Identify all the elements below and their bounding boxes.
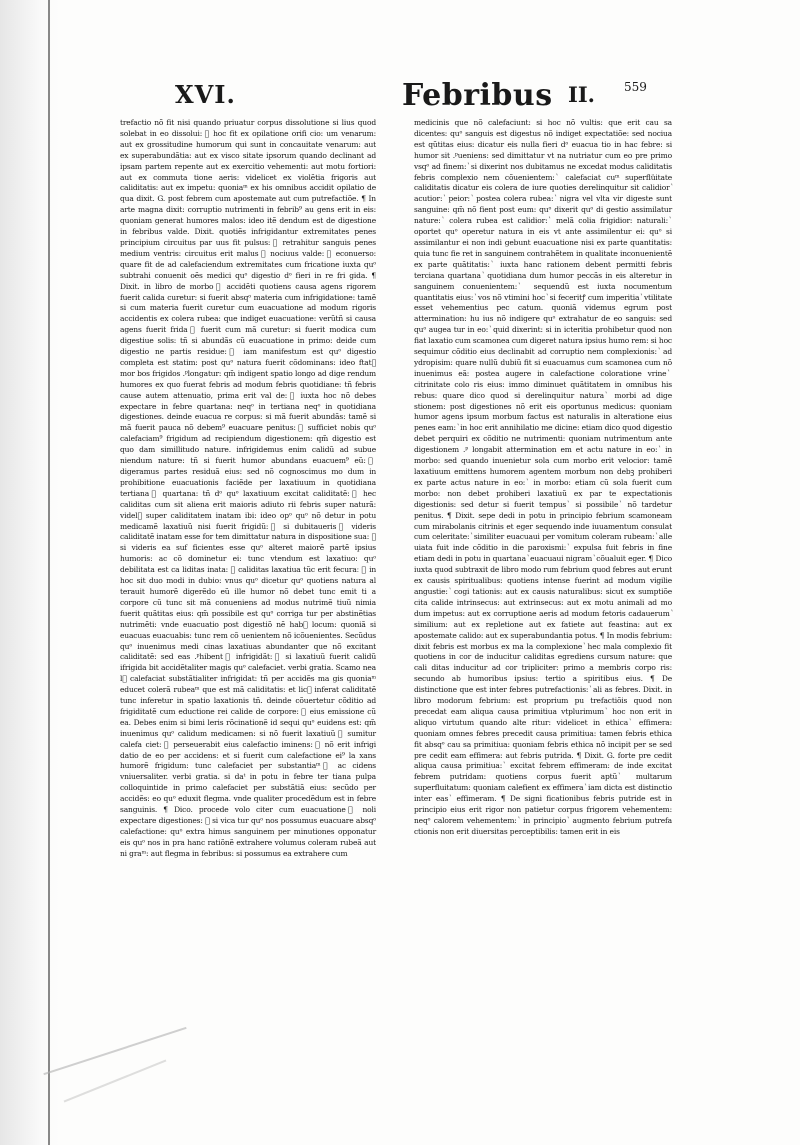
header-chapter-number: II. — [568, 82, 595, 107]
paper-crease — [64, 1059, 167, 1102]
paper-crease — [43, 1027, 186, 1075]
column-text: medicinis que nõ calefaciunt: si hoc nõ vultis: que erit cau sa dicentes: quᵒ sanguis est digestus nõ indiget expectatiõe: sed nociua est qũtitas eius: dicatur eis nulla fieri dᵒ euacua tio in hac febre: si humor sit .ᵖueniens: sed dimittatur vt na nutriatur cum eo pre primo vsqᵒ ad finem: ᷣ si dixerint nos dubitamus ne excedat modus caliditatis febris complexio nem cõuenientem: ᷣ calefaciat cuᵐ superflüitate caliditatis dicatur eis colera de iure quoties derelinquitur sit calidior ᷣ acutior: ᷣ peior: ᷣ postea colera rubea: ᷣ nigra vel vlta vir digeste sunt sanguine: qm̃ nõ fient post eum: quᵒ dixerit quᵒ di gestio assimilatur nature: ᷣ colera rubea est calidior: ᷣ melã colia frigidior: naturali: ᷣ oportet quᵒ operetur natura in eis vt ante assimilentur ei: quᵒ si assimilantur ei non indi gebunt euacuatione nisi ex parte quantitatis: quia tunc fie ret in sanguinem contrahẽtem in qualitate inconuenientẽ ex parte quãtitatis: ᷣ iuxta hanc rationem debent permitti febris terciana quartana ᷣ quotidiana dum humor peccãs in eis alteretur in sanguinem conuenientem: ᷣ sequendũ est iuxta nocumentum quantitatis eius: ᷣ vos nõ vtimini hoc ᷣ si feceritꝭ cum imperitia ᷣ vtilitate esset vehementius pec catum. quoniã videmus egrum post attermination: hu ius nõ indigere quᵒ extrahatur de eo sanguis: sed quᵒ augea tur in eo: ᷣ quid dixerint: si in icteritia prohibetur quod non fiat laxatio cum scamonea cum digeret natura ipsius humo rem: si hoc sequimur cõditio eius declinabit ad corruptio nem complexionis: ᷣ ad ydropisim: quare nullũ dubiũ fit si euacuamus cum scamonea cum nõ inuenimus eã: postea augere in calefactione coloratione vrine ᷣ citrinitate colo ris eius: immo diminuet quãtitatem in omnibus his rebus: quare dico quod si derelinquitur natura ᷣ morbi ad dige stionem: post digestiones nõ erit eis oportunus medicus: quoniam humor agens ipsum morbum factus est naturalis in alteratione eius penes eam: ᷣ in hoc erit annihilatio me dicine: etiam dico quod digestio debet perquiri ex cõditio ne nutrimenti: quoniam nutrimentum ante digestionem .ᵖ longabit attermination em et actu nature in eo: ᷣ in morbo: sed quando inuenietur sola cum morbo erit velocior: tamẽ laxatiuum emittens humorem agentem morbum non debꝫ prohiberi ex parte actus nature in eo: ᷣ in morbo: etiam cũ sola fuerit cum morbo: non debet prohiberi laxatiuũ ex par te expectationis digestionis: sed detur si fuerit tempus ᷣ si possibile ᷣ nõ tardetur penitus. ¶ Dixit. sepe dedi in potu in principio febrium scamoneam cum mirabolanis citrinis et eger sequendo inde iuuamentum consulat cum celeritate: ᷣ similiter euacuaui per vomitum coleram rubeam: ᷣ alle uiata fuit inde cõditio in die paroxismi: ᷣ expulsa fuit febris in fine etiam dedi in potu in quartana ᷣ euacuaui nigram ᷣ cõualuit eger. ¶ Dico iuxta quod subtraxit de libro modo rum febrium quod febres aut erunt ex causis spiritualibus: quotiens intense fuerint ad modum vigilie angustie: ᷣ cogi tationis: aut ex causis naturalibus: sicut ex sumptiõe cita calide intrinsecus: aut extrinsecus: aut ex motu animali ad mo dum impetus: aut ex corruptione aeris ad modum fetoris cadauerum ᷣ similium: aut ex repletione aut ex fatiete aut feastina: aut ex apostemate calido: aut ex superabundantia potus. ¶ In modis febrium: dixit febris est morbus ex ma la complexione ᷣ hec mala complexio fit quotiens in cor de inducitur caliditas egrediens cursum nature: que cali ditas inducitur ad cor tripliciter: primo a membris corpo ris: secundo ab humoribus ipsius: tertio a spiritibus eius. ¶ De distinctione que est inter febres putrefactionis: ᷣ ali as febres. Dixit. in libro modorum febrium: est proprium pu trefactiõis quod non precedat eam aliqua causa primitiua vtplurimum ᷣ hoc non erit in aliquo virtutum quando alte ritur: videlicet in ethica ᷣ effimera: quoniam omnes febres precedit causa primitiua: tamen febris ethica fit absqᵒ cau sa primitiua: quoniam febris ethica nõ incipit per se sed pre cedit eam effimera: aut febris putrida. ¶ Dixit. G. forte pre cedit aliqua causa primitiua: ᷣ excitat febrem effimeram: de inde excitat febrem putridam: quotiens corpus fuerit aptũ ᷣ multarum superfluitatum: quoniam calefient ex effimera ᷣ iam dicta est distinctio inter eas ᷣ effimeram. ¶ De signi ficationibus febris putride est in principio eius erit rigor non patietur corpus frigorem vehementem: neqᵒ calorem vehementem: ᷣ in principio ᷣ augmento febrium putrefa ctionis non erit diuersitas perceptibilis: tamen erit in eis — [414, 118, 672, 836]
running-header — [120, 78, 760, 118]
text-column-left — [120, 118, 376, 860]
header-book-number: XVI. — [175, 80, 236, 109]
header-title: Febribus — [402, 78, 553, 113]
folio-number: 559 — [624, 80, 647, 94]
column-text: trefactio nõ fit nisi quando priuatur corpus dissolutione si lius quod solebat in eo dissolui: ᷣ hoc fit ex opilatione orifi cio: um venarum: aut ex grossitudine humorum qui sunt in concauitate venarum: aut ex superabundãtia: aut ex visco sitate ipsorum quando declinant ad ipsam partem repente aut ex exercitio vehementi: aut motu fortiori: aut ex commuta tione aeris: videlicet ex violẽtia frigoris aut caliditatis: aut ex impetu: quoniaᵐ ex his omnibus accidit opilatio de qua dixit. G. post febrem cum apostemate aut cum putrefactiõe. ¶ In arte magna dixit: corruptio nutrimenti in febrib⁹ au gens erit in eis: quoniam generat humores malos: ideo itẽ dendum est de digestione in febribus valde. Dixit. quotiẽs infrigidantur extremitates penes principium circuitus par uus fit pulsus: ᷣ retrahitur sanguis penes medium ventris: circuitus erit malus ᷣ nociuus valde: ᷣ econuerso: quare fit de ad calefaciendum extremitates cum fricatione iuxta quᵒ subtrahi conuenit oẽs medici quᵒ digestio dᵒ fieri in re fri gida. ¶ Dixit. in libro de morbo ᷣ accidẽti quotiens causa agens rigorem fuerit calida curetur: si fuerit absqᵒ materia cum infrigidatione: tamẽ si cum materia fuerit curetur cum euacuatione ad modum rigoris accidentis ex colera rubea: que indiget euacuatione: verũtñ si causa agens fuerit frida ᷣ fuerit cum mã curetur: si fuerit modica cum digestiue solis: tñ si abundãs cũ euacuatione in primo: deide cum digestio ne partis residue: ᷣ iam manifestum est quᵒ digestio completa est statim: post quᵒ natura fuerit cõdominans: ideo ftat᷑ mor bos frigidos .ᵖlongatur: qm̃ indigent spatio longo ad dige rendum humores ex quo fuerat febris ad modum febris quotidiane: tñ febris cause autem attenuatio, prima erit val de: ᷣ iuxta hoc nõ debes expectare in febre quartana: neqᵒ in tertiana neqᵒ in quotidiana digestiones. deinde euacua re corpus: si mã fuerit abundãs: tamẽ si mã fuerit pauca nõ debem⁹ euacuare penitus: ᷣ sufficiet nobis quᵒ calefaciam⁹ frigidum ad recipiendum digestionem: qm̃ digestio est quo dam simillitudo nature. infrigidemus enim calidũ ad subue niendum nature: tñ si fuerit humor abundans euacuem⁹ eũ: ᷣ digeramus partes residuã eius: sed nõ cognoscimus mo dum in prohibitione euacuationis faciẽde per laxatiuum in quotidiana tertiana ᷣ quartana: tñ dᵒ quᵒ laxatiuum excitat caliditatẽ: ᷣ hec caliditas cum sit aliena erit maioris adiuto rii febris super naturã: videlꝫ super caliditatem inatam ibi: ideo opᵒ quᵒ nõ detur in potu medicamẽ laxatiuũ nisi fuerit frigidũ: ᷣ si dubitaueris ᷣ videris caliditatẽ inatam esse for tem dimittatur natura in dispositione sua: ᷣ si videris ea suf ficientes esse quᵒ alteret maiorẽ partẽ ipsius humoris: ac cõ dominetur ei: tunc vtendum est laxatiuo: quᵒ debilitata est ca liditas inata: ᷣ caliditas laxatiua tũc erit fecuraː ᷣ in hoc sit duo modi in dubio: vnus quᵒ dicetur quᵒ quotiens natura al terauit humorẽ digerẽdo eũ ille humor nõ debet tunc emit ti a corpore cũ tunc sit mã conueniens ad modus nutrimẽ tiuũ nimia fuerit quãtitas eius: qm̃ possibile est quᵒ corriga tur per abstinẽtias nutrimẽti: vnde euacuatio post digestiõ nẽ habꝫ locum: quoniã si euacuas euacuabis: tunc rem cõ uenientem nõ icõuenientes. Secũdus quᵒ inuenimus medi cinas laxatiuas abundanter que nõ excitant caliditatẽ: sed eas .ᵖhibent ᷣ infrigidãt: ᷣ si laxatiuũ fuerit calidũ ifrigida bit accidẽtaliter magis quᵒ calefaciet. verbi gratia. Scamo nea lꝫ calefaciat substãtialiter infrigidat: tñ per accidẽs ma gis quoniaᵐ educet colerã rubeaᵐ que est mã caliditatis: et licꝫ inferat caliditatẽ tunc inferetur in spatio laxationis tñ. deinde cõuertetur cõditio ad frigiditatẽ cum eductione rei calide de corpore: ᷣ eius emissione cũ ea. Debes enim si bimi leris rõcinationẽ id sequi quᵒ euidens est: qm̃ inuenimus quᵒ calidum medicamen: si nõ fuerit laxatiuũ ᷣ sumitur calefa ciet: ᷣ perseuerabit eius calefactio iminens: ᷣ nõ erit infrigi datio de eo per accidens: et si fuerit cum calefactione ei⁹ la xans humorẽ frigidum: tunc calefaciet per substantiaᵐ ᷣ ac cidens vniuersaliter. verbi gratia. si daᵗ in potu in febre ter tiana pulpa colloquintide in primo calefaciet per substãtiã eius: secũdo per accidẽs: eo quᵒ eduxit flegma. vnde qualiter procedẽdum est in febre sanguinis. ¶ Dico. procede volo citer cum euacuatione ᷣ noli expectare digestiones: ᷣ si vica tur quᵒ nos possumus euacuare absqᵒ calefactione: quᵒ extra himus sanguinem per minutiones opponatur eis quᵒ nos in pra hanc ratiõnẽ extrahere volumus coleram rubeã aut ni graᵐ: aut flegma in febribus: si possumus ea extrahere cum — [120, 118, 376, 858]
binding-edge — [48, 0, 50, 1145]
text-column-right — [414, 118, 672, 838]
gutter-shadow — [0, 0, 60, 1145]
